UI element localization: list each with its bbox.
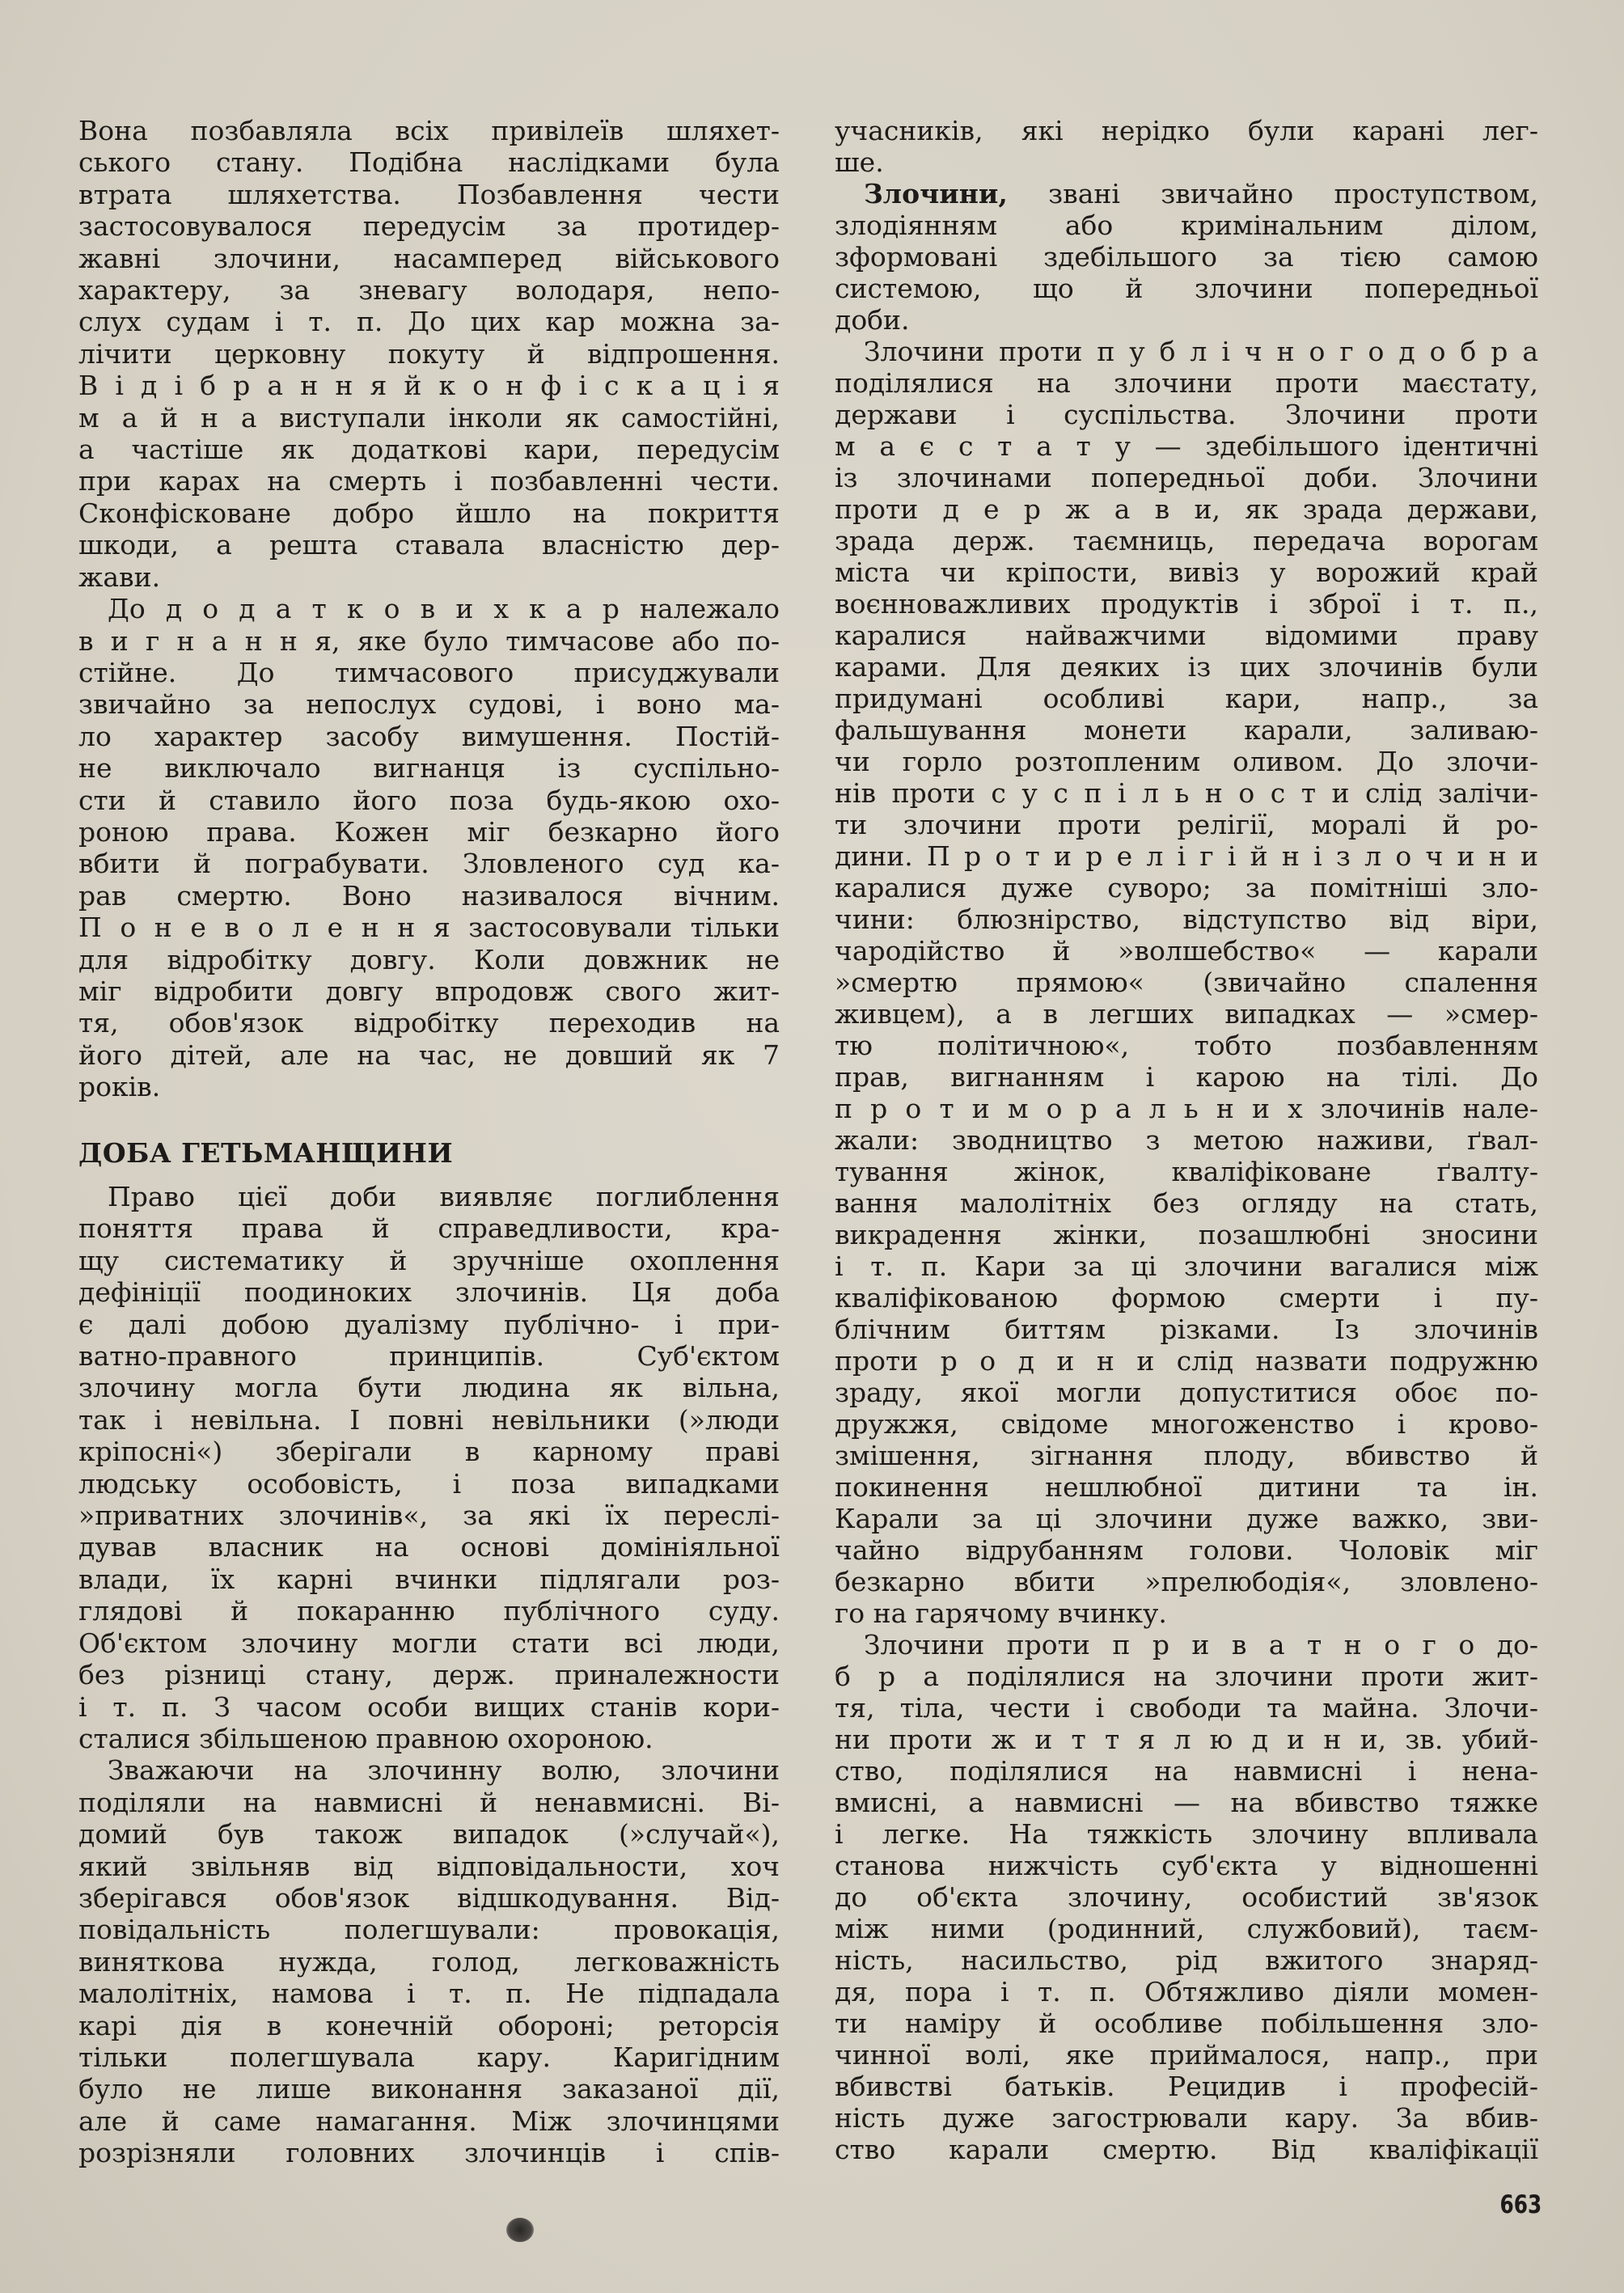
text-line: ти злочини проти релігії, моралі й ро- (835, 809, 1538, 840)
text-line: і т. п. З часом особи вищих станів кори- (78, 1690, 780, 1723)
text-line: сти й ставило його поза будь-якою охо- (78, 784, 780, 816)
text-line: До д о д а т к о в и х к а р належало (108, 593, 780, 625)
text-line: при карах на смерть і позбавленні чести. (78, 465, 780, 497)
text-line: ського стану. Подібна наслідками була (78, 146, 780, 179)
text-line: втрата шляхетства. Позбавлення чести (78, 178, 780, 210)
text-line: малолітніх, намова і т. п. Не підпадала (78, 1978, 780, 2010)
text-line: ство, поділялися на навмисні і нена- (835, 1755, 1538, 1787)
paragraph (78, 1181, 780, 1754)
text-line: го на гарячому вчинку. (835, 1597, 1167, 1629)
text-line: тя, обов'язок відробітку переходив на (78, 1007, 780, 1039)
text-line: держави і суспільства. Злочини проти (835, 399, 1538, 430)
text-line: сталися збільшеною правною охороною. (78, 1722, 653, 1754)
text-line: проти д е р ж а в и, як зрада держави, (835, 493, 1538, 525)
text-line: поділялися на злочини проти маєстату, (835, 367, 1538, 399)
text-line: і легке. На тяжкість злочину впливала (835, 1818, 1538, 1850)
text-line: ти наміру й особливе побільшення зло- (835, 2007, 1538, 2039)
text-line: вмисні, а навмисні — на вбивство тяжке (835, 1787, 1538, 1818)
text-line: ватно-правного принципів. Суб'єктом (78, 1340, 780, 1373)
text-line: зраду, якої могли допуститися обоє по- (835, 1377, 1538, 1408)
text-line: домий був також випадок (»случай«), (78, 1818, 780, 1851)
paragraph (835, 178, 1538, 336)
text-line: Злочини проти п у б л і ч н о г о д о б р а (864, 336, 1538, 367)
line-text: звані звичайно проступством, (1007, 178, 1538, 209)
text-line: зберігався обов'язок відшкодування. Від- (78, 1881, 780, 1914)
text-line: вбивстві батьків. Рецидив і професій- (835, 2071, 1538, 2102)
text-line: Сконфісковане добро йшло на покриття (78, 497, 780, 529)
text-line: між ними (родинний, службовий), таєм- (835, 1913, 1538, 1944)
text-line: жави. (78, 561, 161, 593)
text-line: ше. (835, 146, 884, 178)
text-line: карі дія в конечній обороні; реторсія (78, 2009, 780, 2041)
text-line: кріпосні«) зберігали в карному праві (78, 1436, 780, 1468)
text-line: тя, тіла, чести і свободи та майна. Злочи- (835, 1692, 1538, 1724)
text-line: злодіянням або кримінальним ділом, (835, 209, 1538, 241)
text-line: поділяли на навмисні й ненавмисні. Ві- (78, 1786, 780, 1818)
text-line: тільки полегшувала кару. Каригідним (78, 2041, 780, 2073)
text-line: чи горло розтопленим оливом. До злочи- (835, 746, 1538, 777)
text-line: є далі добою дуалізму публічно- і при- (78, 1308, 780, 1340)
text-line: а частіше як додаткові кари, передусім (78, 434, 780, 466)
text-line: нів проти с у с п і л ь н о с т и слід залічи- (835, 777, 1538, 809)
text-line: Карали за ці злочини дуже важко, зви- (835, 1503, 1538, 1534)
text-line: викрадення жінки, позашлюбні зносини (835, 1219, 1538, 1250)
text-line: б р а поділялися на злочини проти жит- (835, 1661, 1538, 1692)
page-number: 663 (1499, 2190, 1542, 2219)
text-line: придумані особливі кари, напр., за (835, 683, 1538, 714)
text-line: не виключало вигнанця із суспільно- (78, 752, 780, 785)
text-line: дружжя, свідоме многоженство і крово- (835, 1408, 1538, 1440)
text-line: дефініції поодиноких злочинів. Ця доба (78, 1276, 780, 1309)
text-line: чайно відрубанням голови. Чоловік міг (835, 1534, 1538, 1566)
text-line: лічити церковну покуту й відпрошення. (78, 337, 780, 370)
text-line: із злочинами попередньої доби. Злочини (835, 462, 1538, 493)
text-line: в и г н а н н я, яке було тимчасове або по- (78, 624, 780, 657)
text-line: живцем), а в легших випадках — »смер- (835, 998, 1538, 1030)
text-line: м а й н а виступали інколи як самостійні, (78, 401, 780, 434)
left-column-part-1 (78, 115, 780, 1103)
text-line: дував власник на основі домініяльної (78, 1531, 780, 1563)
section-heading: ДОБА ГЕТЬМАНЩИНИ (78, 1136, 454, 1169)
text-line: каралися дуже суворо; за помітніші зло- (835, 872, 1538, 903)
left-column (78, 115, 780, 2169)
paragraph (78, 115, 780, 593)
text-line: до об'єкта злочину, особистий зв'язок (835, 1881, 1538, 1913)
text-line (835, 178, 1538, 209)
text-line: ни проти ж и т т я л ю д и н и, зв. убий- (835, 1724, 1538, 1755)
text-line: м а є с т а т у — здебільшого ідентичні (835, 430, 1538, 462)
text-line: блічним биттям різками. Із злочинів (835, 1314, 1538, 1345)
text-line: ність дуже загострювали кару. За вбив- (835, 2102, 1538, 2134)
text-line: рав смертю. Воно називалося вічним. (78, 879, 780, 912)
text-line: прав, вигнанням і карою на тілі. До (835, 1061, 1538, 1093)
text-line: каралися найважчими відомими праву (835, 620, 1538, 651)
text-line: учасників, які нерідко були карані лег- (835, 115, 1538, 146)
text-line: дя, пора і т. п. Обтяжливо діяли момен- (835, 1976, 1538, 2007)
bold-term: Злочини, (864, 178, 1008, 209)
text-line: »смертю прямою« (звичайно спалення (835, 967, 1538, 998)
text-line: вання малолітніх без огляду на стать, (835, 1187, 1538, 1219)
text-line: чинної волі, яке приймалося, напр., при (835, 2039, 1538, 2071)
text-line: злочину могла бути людина як вільна, (78, 1372, 780, 1404)
text-line: міста чи кріпости, вивіз у ворожий край (835, 556, 1538, 588)
text-line: воєнноважливих продуктів і зброї і т. п., (835, 588, 1538, 620)
text-line: Зважаючи на злочинну волю, злочини (108, 1754, 780, 1787)
text-line: років. (78, 1071, 161, 1103)
text-line: чини: блюзнірство, відступство від віри, (835, 903, 1538, 935)
text-line: було не лише виконання заказаної дії, (78, 2073, 780, 2105)
text-line: поняття права й справедливости, кра- (78, 1212, 780, 1245)
text-line: роною права. Кожен міг безкарно його (78, 815, 780, 848)
left-column-part-2 (78, 1181, 780, 2169)
text-line: без різниці стану, держ. приналежности (78, 1659, 780, 1691)
text-line: системою, що й злочини попередньої (835, 273, 1538, 304)
text-line: дини. П р о т и р е л і г і й н і з л о ч и н и (835, 840, 1538, 872)
text-line: В і д і б р а н н я й к о н ф і с к а ц і я (78, 370, 780, 402)
text-line: міг відробити довгу впродовж свого жит- (78, 975, 780, 1007)
text-line: змішення, зігнання плоду, вбивство й (835, 1440, 1538, 1471)
text-line: повідальність полегшували: провокація, (78, 1914, 780, 1946)
text-line: жавні злочини, насамперед військового (78, 242, 780, 274)
text-line: але й саме намагання. Між злочинцями (78, 2105, 780, 2137)
text-line: Об'єктом злочину могли стати всі люди, (78, 1627, 780, 1659)
text-line: щу систематику й зручніше охоплення (78, 1244, 780, 1276)
paragraph (835, 115, 1538, 178)
text-line: і т. п. Кари за ці злочини вагалися між (835, 1250, 1538, 1282)
text-line: зформовані здебільшого за тією самою (835, 241, 1538, 273)
text-line: влади, їх карні вчинки підлягали роз- (78, 1563, 780, 1595)
text-line: карами. Для деяких із цих злочинів були (835, 651, 1538, 683)
text-line: доби. (835, 304, 910, 336)
text-line: Право цієї доби виявляє поглиблення (108, 1181, 780, 1212)
text-line: який звільняв від відповідальности, хоч (78, 1850, 780, 1882)
text-line: тування жінок, кваліфіковане ґвалту- (835, 1156, 1538, 1187)
paragraph (835, 336, 1538, 1629)
text-line: безкарно вбити »прелюбодія«, зловлено- (835, 1566, 1538, 1597)
text-line: шкоди, а решта ставала власністю дер- (78, 529, 780, 561)
text-line: станова нижчість суб'єкта у відношенні (835, 1850, 1538, 1881)
text-line: звичайно за непослух судові, і воно ма- (78, 688, 780, 721)
text-line: проти р о д и н и слід назвати подружню (835, 1345, 1538, 1377)
text-line: так і невільна. І повні невільники (»люди (78, 1403, 780, 1436)
text-line: слух судам і т. п. До цих кар можна за- (78, 306, 780, 338)
text-line: глядові й покаранню публічного суду. (78, 1595, 780, 1627)
text-line: П о н е в о л е н н я застосовували тільки (78, 912, 780, 944)
text-line: характеру, за зневагу володаря, непо- (78, 274, 780, 307)
ink-blot (506, 2218, 534, 2242)
text-line: вбити й пограбувати. Зловленого суд ка- (78, 848, 780, 880)
text-line: зрада держ. таємниць, передача ворогам (835, 525, 1538, 556)
text-line: п р о т и м о р а л ь н и х злочинів нале- (835, 1093, 1538, 1124)
text-line: виняткова нужда, голод, легковажність (78, 1945, 780, 1978)
paragraph (78, 593, 780, 1103)
text-line: Злочини проти п р и в а т н о г о до- (864, 1629, 1538, 1661)
text-line: чародійство й »волшебство« — карали (835, 935, 1538, 967)
text-line: його дітей, але на час, не довший як 7 (78, 1039, 780, 1071)
text-line: ло характер засобу вимушення. Постій- (78, 720, 780, 752)
text-line: Вона позбавляла всіх привілеїв шляхет- (78, 115, 780, 146)
text-line: тю політичною«, тобто позбавленням (835, 1030, 1538, 1061)
text-line: жали: зводництво з метою наживи, ґвал- (835, 1124, 1538, 1156)
text-line: розрізняли головних злочинців і спів- (78, 2137, 780, 2169)
text-line: людську особовість, і поза випадками (78, 1467, 780, 1500)
text-line: стійне. До тимчасового присуджували (78, 656, 780, 688)
paragraph (835, 1629, 1538, 2165)
text-line: кваліфікованою формою смерти і пу- (835, 1282, 1538, 1314)
paragraph (78, 1754, 780, 2168)
text-line: »приватних злочинів«, за які їх переслі- (78, 1500, 780, 1532)
text-line: покинення нешлюбної дитини та ін. (835, 1471, 1538, 1503)
text-line: застосовувалося передусім за протидер- (78, 210, 780, 243)
right-column (835, 115, 1538, 2165)
text-line: ність, насильство, рід вжитого знаряд- (835, 1944, 1538, 1976)
text-line: для відробітку довгу. Коли довжник не (78, 943, 780, 975)
text-line: фальшування монети карали, заливаю- (835, 714, 1538, 746)
text-line: ство карали смертю. Від кваліфікації (835, 2134, 1538, 2165)
